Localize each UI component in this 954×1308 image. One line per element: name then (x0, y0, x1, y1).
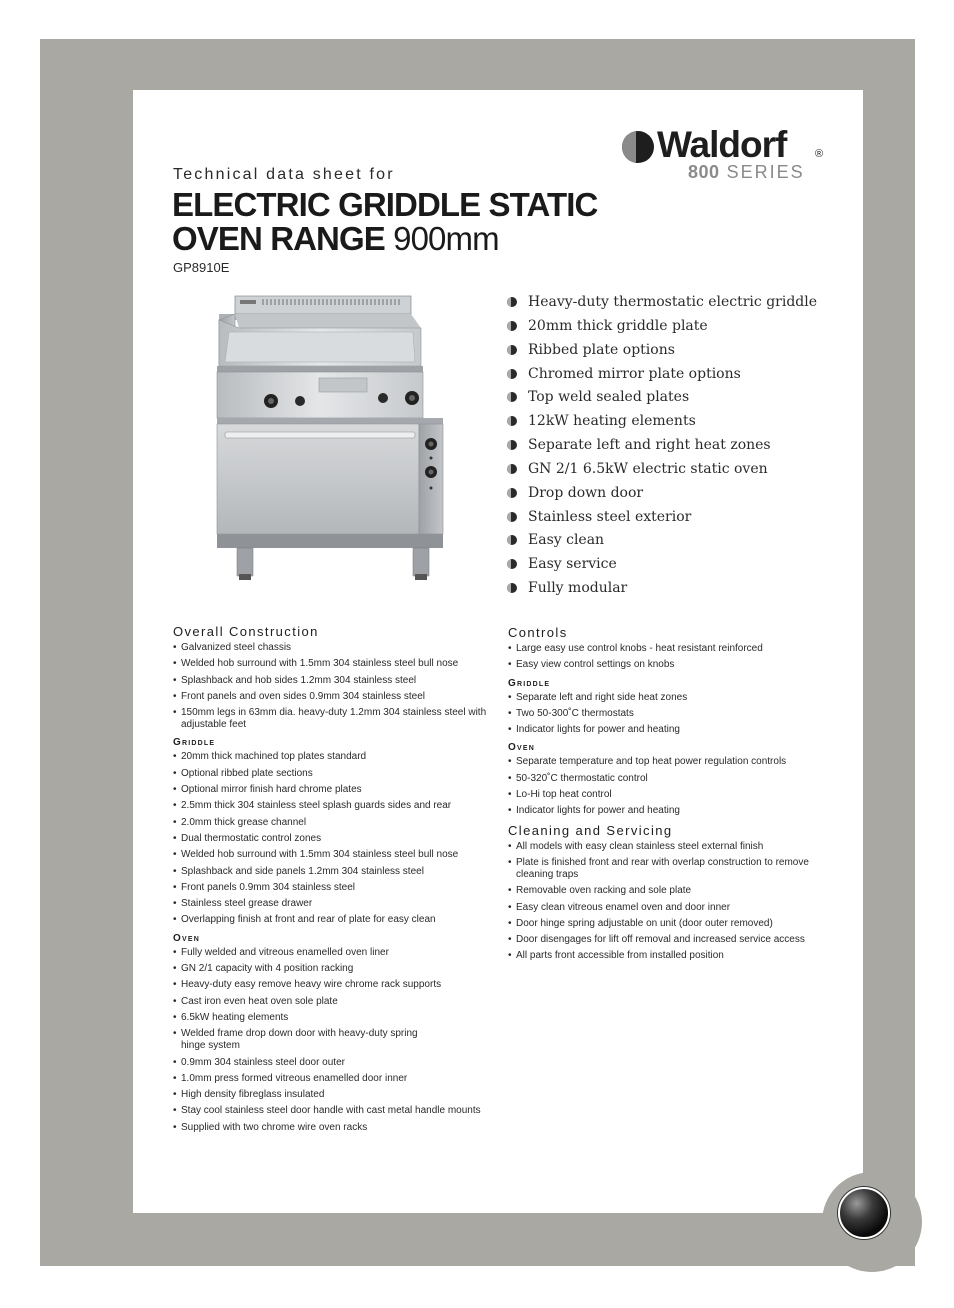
feature-list (506, 292, 817, 602)
feature-text: Fully modular (528, 580, 628, 597)
feature-item (506, 435, 817, 459)
half-circle-bullet-icon (507, 583, 517, 593)
feature-text: Top weld sealed plates (528, 389, 690, 406)
spec-item: • Lo-Hi top heat control (508, 789, 838, 801)
feature-text: 12kW heating elements (528, 413, 696, 430)
half-circle-bullet-icon (507, 512, 517, 522)
spec-list (173, 751, 498, 926)
controls-section (508, 624, 838, 967)
feature-item (506, 316, 817, 340)
feature-item (506, 483, 817, 507)
spec-item: • 1.0mm press formed vitreous enamelled door inner (173, 1073, 498, 1085)
feature-item (506, 292, 817, 316)
feature-item (506, 387, 817, 411)
spec-item: • Plate is finished front and rear with overlap construction to remove cleaning traps (508, 857, 838, 881)
page-subtitle: Technical data sheet for (173, 166, 395, 183)
half-circle-bullet-icon (507, 416, 517, 426)
spec-list (508, 841, 838, 963)
spec-item: • 6.5kW heating elements (173, 1012, 498, 1024)
spec-list (173, 642, 498, 731)
spec-item: • Indicator lights for power and heating (508, 805, 838, 817)
spec-item: • Fully welded and vitreous enamelled oven liner (173, 947, 498, 959)
feature-text: Stainless steel exterior (528, 508, 692, 525)
half-circle-bullet-icon (507, 369, 517, 379)
series-number: 800 (688, 162, 720, 182)
spec-item: • 2.0mm thick grease channel (173, 817, 498, 829)
spec-item: • Heavy-duty easy remove heavy wire chrome rack supports (173, 979, 498, 991)
brand-name: Waldorf (657, 124, 787, 165)
spec-item: • All models with easy clean stainless steel external finish (508, 841, 838, 853)
feature-text: Chromed mirror plate options (528, 365, 741, 382)
feature-item (506, 578, 817, 602)
feature-item (506, 459, 817, 483)
spec-list (173, 947, 498, 1134)
spec-item: • Dual thermostatic control zones (173, 833, 498, 845)
half-circle-bullet-icon (507, 321, 517, 331)
section-heading: Overall Construction (173, 624, 319, 639)
title-product: OVEN RANGE (172, 220, 385, 257)
spec-item: • Front panels and oven sides 0.9mm 304 stainless steel (173, 691, 498, 703)
spec-item: • Welded hob surround with 1.5mm 304 stainless steel bull nose (173, 849, 498, 861)
feature-text: Easy service (528, 556, 617, 573)
spec-item: • Removable oven racking and sole plate (508, 885, 838, 897)
page-title (172, 188, 597, 256)
spec-item: • Welded hob surround with 1.5mm 304 stainless steel bull nose (173, 658, 498, 670)
feature-text: Easy clean (528, 532, 605, 549)
half-circle-bullet-icon (507, 535, 517, 545)
feature-item (506, 530, 817, 554)
spec-item: • Galvanized steel chassis (173, 642, 498, 654)
feature-item (506, 411, 817, 435)
spec-item: • 2.5mm thick 304 stainless steel splash guards sides and rear (173, 800, 498, 812)
half-circle-bullet-icon (507, 345, 517, 355)
spec-item: • Indicator lights for power and heating (508, 724, 838, 736)
spec-list (508, 756, 838, 817)
spec-item: • Optional ribbed plate sections (173, 768, 498, 780)
feature-text: 20mm thick griddle plate (528, 317, 708, 334)
spec-item: • Stay cool stainless steel door handle with cast metal handle mounts (173, 1105, 498, 1117)
spec-item: • Welded frame drop down door with heavy-duty spring hinge system (173, 1028, 498, 1052)
spec-item: • Front panels 0.9mm 304 stainless steel (173, 882, 498, 894)
section-heading: Controls (508, 625, 568, 640)
subsection-heading: Oven (173, 932, 200, 944)
spec-item: • Optional mirror finish hard chrome plates (173, 784, 498, 796)
half-circle-bullet-icon (507, 488, 517, 498)
half-circle-bullet-icon (507, 297, 517, 307)
title-size: 900mm (393, 220, 499, 257)
section-heading: Cleaning and Servicing (508, 822, 673, 838)
spec-item: • Door hinge spring adjustable on unit (door outer removed) (508, 918, 838, 930)
spec-item: • GN 2/1 capacity with 4 position racking (173, 963, 498, 975)
spec-item: • Splashback and side panels 1.2mm 304 stainless steel (173, 866, 498, 878)
black-sphere-icon (838, 1187, 890, 1239)
spec-item: • 150mm legs in 63mm dia. heavy-duty 1.2mm 304 stainless steel with adjustable feet (173, 707, 498, 731)
spec-list (508, 692, 838, 737)
feature-item (506, 507, 817, 531)
feature-item (506, 364, 817, 388)
registered-mark: ® (815, 148, 824, 160)
spec-item: • Separate temperature and top heat power regulation controls (508, 756, 838, 768)
griddle-oven-range-illustration (207, 294, 447, 584)
feature-item (506, 554, 817, 578)
spec-item: • Supplied with two chrome wire oven racks (173, 1122, 498, 1134)
spec-item: • Easy clean vitreous enamel oven and door inner (508, 902, 838, 914)
spec-item: • 20mm thick machined top plates standard (173, 751, 498, 763)
spec-list (508, 643, 838, 671)
half-circle-bullet-icon (507, 464, 517, 474)
half-circle-bullet-icon (507, 440, 517, 450)
spec-item: • 50-320˚C thermostatic control (508, 773, 838, 785)
series-word: SERIES (726, 162, 805, 182)
spec-item: • Door disengages for lift off removal and increased service access (508, 934, 838, 946)
subsection-heading: Griddle (508, 677, 551, 689)
title-line-1: ELECTRIC GRIDDLE STATIC (172, 186, 598, 223)
overall-construction-section (173, 623, 498, 1138)
feature-text: Ribbed plate options (528, 341, 675, 358)
feature-text: Separate left and right heat zones (528, 437, 771, 454)
waldorf-half-circle-logo-icon (622, 131, 654, 163)
spec-item: • Large easy use control knobs - heat resistant reinforced (508, 643, 838, 655)
spec-item: • Easy view control settings on knobs (508, 659, 838, 671)
spec-item: • All parts front accessible from installed position (508, 950, 838, 962)
spec-item: • 0.9mm 304 stainless steel door outer (173, 1057, 498, 1069)
half-circle-bullet-icon (507, 559, 517, 569)
brand-series (688, 162, 805, 183)
spec-item: • Cast iron even heat oven sole plate (173, 996, 498, 1008)
feature-text: Drop down door (528, 484, 644, 501)
spec-item: • Two 50-300˚C thermostats (508, 708, 838, 720)
subsection-heading: Griddle (173, 737, 216, 749)
spec-item: • Overlapping finish at front and rear of plate for easy clean (173, 914, 498, 926)
spec-item: • Stainless steel grease drawer (173, 898, 498, 910)
spec-item: • Splashback and hob sides 1.2mm 304 stainless steel (173, 675, 498, 687)
feature-text: Heavy-duty thermostatic electric griddle (528, 294, 818, 310)
title-line-2 (172, 222, 597, 256)
spec-item: • High density fibreglass insulated (173, 1089, 498, 1101)
brand-logo (622, 124, 832, 184)
feature-item (506, 340, 817, 364)
subsection-heading: Oven (508, 742, 535, 754)
spec-item: • Separate left and right side heat zones (508, 692, 838, 704)
feature-text: GN 2/1 6.5kW electric static oven (528, 460, 768, 477)
half-circle-bullet-icon (507, 392, 517, 402)
model-number: GP8910E (173, 260, 230, 275)
